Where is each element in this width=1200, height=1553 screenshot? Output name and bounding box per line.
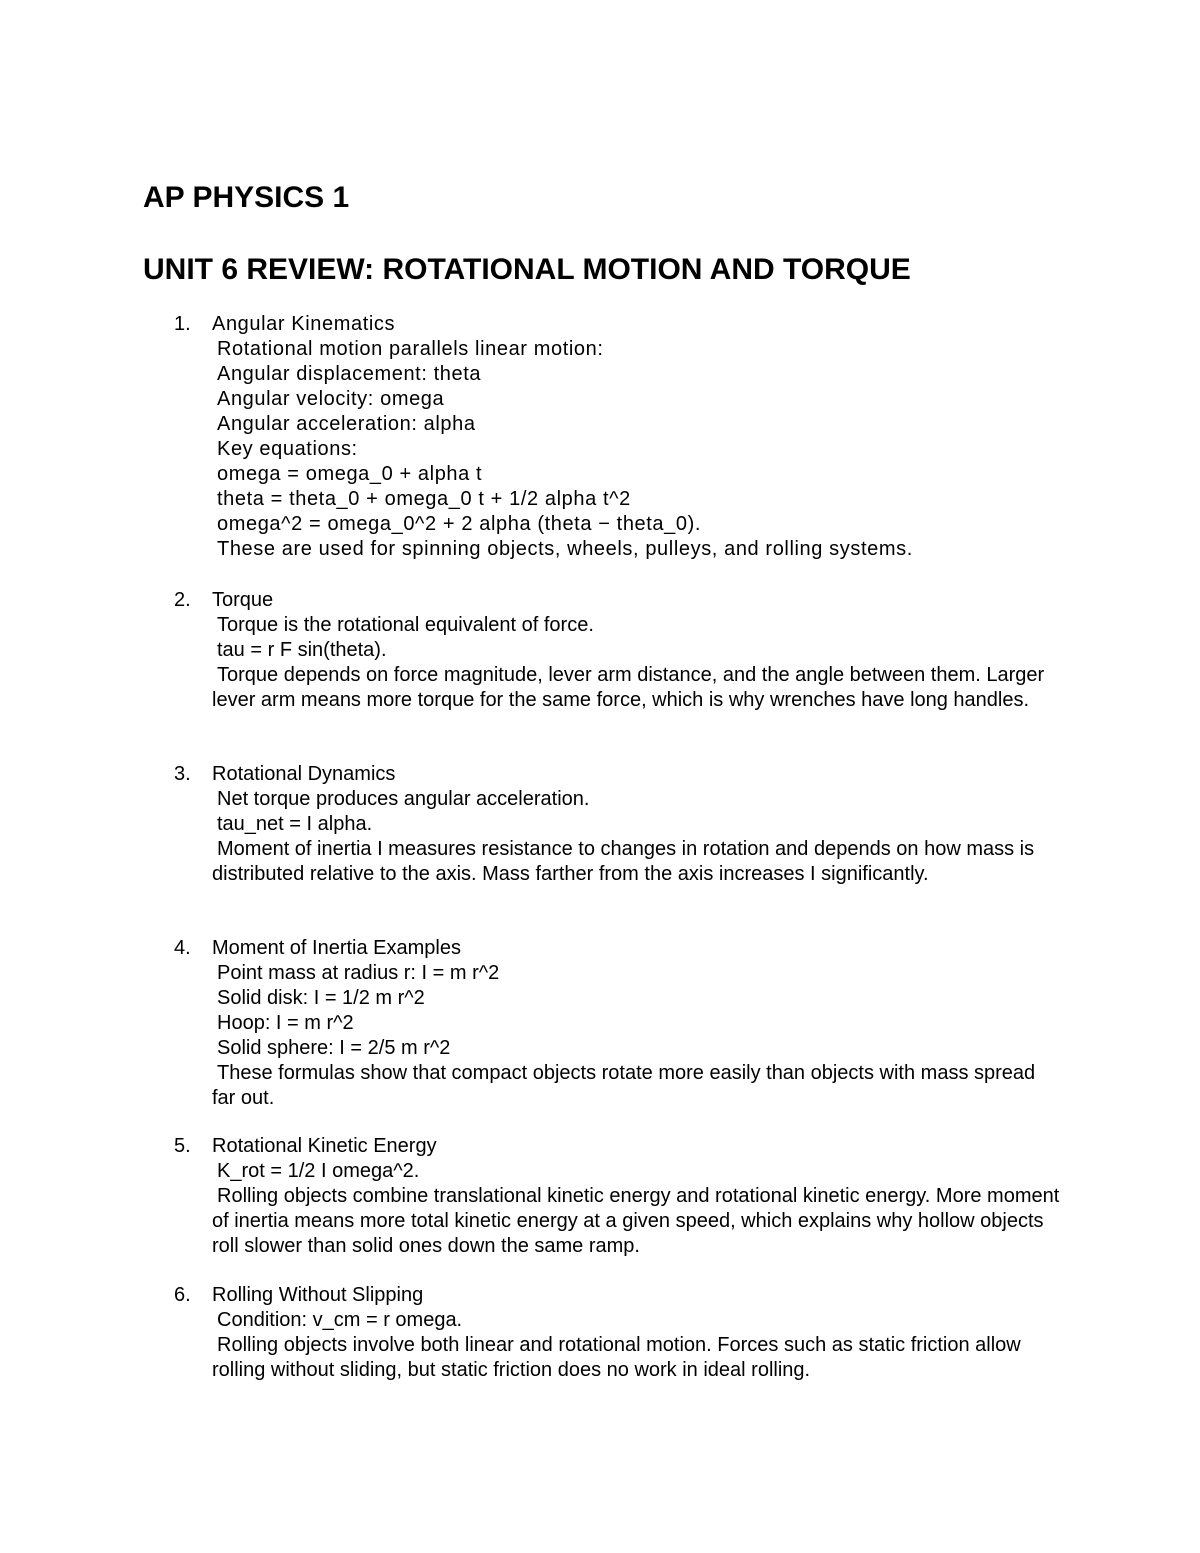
body-line: Solid sphere: I = 2/5 m r^2 bbox=[217, 1037, 451, 1059]
body-line: K_rot = 1/2 I omega^2. bbox=[217, 1160, 420, 1182]
body-line: Angular displacement: theta bbox=[217, 363, 482, 385]
body-line: Hoop: I = m r^2 bbox=[217, 1012, 354, 1034]
body-line: Torque depends on force magnitude, lever arm distance, and the angle between them. Larger lever arm means more torque for the same force, which is why wrenches have long handles. bbox=[212, 664, 1045, 711]
body-line: Angular velocity: omega bbox=[217, 388, 445, 410]
section-heading: Rolling Without Slipping bbox=[212, 1284, 424, 1306]
body-line: Angular acceleration: alpha bbox=[217, 413, 476, 435]
body-line: Point mass at radius r: I = m r^2 bbox=[217, 962, 500, 984]
section-body bbox=[212, 1159, 1062, 1259]
section-number: 1. bbox=[174, 313, 191, 335]
body-line: Solid disk: I = 1/2 m r^2 bbox=[217, 987, 425, 1009]
document-subtitle: UNIT 6 REVIEW: ROTATIONAL MOTION AND TORQUE bbox=[143, 253, 911, 286]
section-body bbox=[212, 961, 1062, 1111]
body-line: These are used for spinning objects, wheels, pulleys, and rolling systems. bbox=[217, 538, 913, 560]
section-number: 3. bbox=[174, 763, 191, 785]
section-heading: Angular Kinematics bbox=[212, 313, 396, 335]
body-line: tau_net = I alpha. bbox=[217, 813, 373, 835]
section-number: 5. bbox=[174, 1135, 191, 1157]
section-heading: Torque bbox=[212, 589, 274, 611]
section-body bbox=[212, 613, 1062, 713]
section-body bbox=[212, 787, 1062, 887]
section-number: 2. bbox=[174, 589, 191, 611]
section-body bbox=[212, 337, 1062, 562]
body-line: Rotational motion parallels linear motion: bbox=[217, 338, 604, 360]
section-heading: Rotational Dynamics bbox=[212, 763, 396, 785]
body-line: omega^2 = omega_0^2 + 2 alpha (theta − theta_0). bbox=[217, 513, 702, 535]
body-line: theta = theta_0 + omega_0 t + 1/2 alpha t^2 bbox=[217, 488, 631, 510]
section-heading: Rotational Kinetic Energy bbox=[212, 1135, 437, 1157]
section-number: 6. bbox=[174, 1284, 191, 1306]
body-line: omega = omega_0 + alpha t bbox=[217, 463, 483, 485]
section-heading: Moment of Inertia Examples bbox=[212, 937, 461, 959]
body-line: Key equations: bbox=[217, 438, 358, 460]
body-line: Torque is the rotational equivalent of force. bbox=[217, 614, 594, 636]
body-line: Condition: v_cm = r omega. bbox=[217, 1309, 463, 1331]
section-body bbox=[212, 1308, 1062, 1383]
body-line: Rolling objects combine translational kinetic energy and rotational kinetic energy. More moment of inertia means more total kinetic energy at a given speed, which explains why hollow objects roll slower than solid ones down the same ramp. bbox=[212, 1185, 1060, 1257]
body-line: These formulas show that compact objects rotate more easily than objects with mass spread far out. bbox=[212, 1062, 1036, 1109]
body-line: tau = r F sin(theta). bbox=[217, 639, 387, 661]
body-line: Net torque produces angular acceleration. bbox=[217, 788, 590, 810]
document-title: AP PHYSICS 1 bbox=[143, 181, 350, 214]
body-line: Moment of inertia I measures resistance to changes in rotation and depends on how mass is distributed relative to the axis. Mass farther from the axis increases I significantly. bbox=[212, 838, 1035, 885]
body-line: Rolling objects involve both linear and rotational motion. Forces such as static friction allow rolling without sliding, but static friction does no work in ideal rolling. bbox=[212, 1334, 1021, 1381]
section-number: 4. bbox=[174, 937, 191, 959]
